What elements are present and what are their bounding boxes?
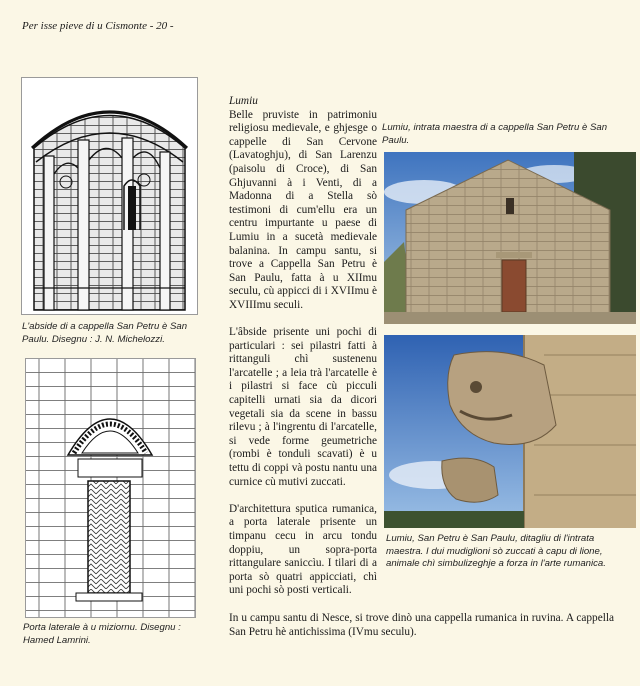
paragraph-2: L'âbside prisente uni pochi di particulari : sei pilastri fatti à rittanguli chì sustenenu l'arcatelle ; a leia trà l'arcatelle è i pilastri si face cù picculi capitelli urnati sia da dicori vegetali sia da scene in bassu rilevu ; à l'ingrentu di l'arcatelle, si vede forme geumetriche (rombi è tonduli scavati) è u tettu di coppi và postu nantu una curnice cù mutivi zuccati. [229,326,377,488]
facade-photo [384,152,636,324]
paragraph-4: In u campu santu di Nesce, si trove dinò una cappella rumanica in ruvina. A cappella San Petru hè antichissima (IVmu seculu). [229,612,614,638]
apse-caption: L'abside di a cappella San Petru è San Paulu. Disegnu : J. N. Michelozzi. [22,321,188,345]
paragraph-3: D'architettura sputica rumanica, a porta laterale prisente un timpanu cecu in arcu tondu doppiu, un sopra-porta rittangulare saniccìu. I tilari di a porta sò quatri appicciati, chì uni pochi sò posti verticali. [229,502,377,597]
lion-photo [384,335,636,528]
door-caption: Porta laterale à u miziornu. Disegnu : Hamed Lamrini. [23,622,181,646]
article-title: Lumiu [229,95,258,107]
facade-caption: Lumiu, intrata maestra di a cappella San Petru è San Paulu. [382,122,608,146]
article-column-1 [229,95,377,612]
church-facade-icon [384,152,636,324]
article-closing [229,612,614,653]
apse-sketch-icon [22,78,197,314]
door-drawing [25,358,196,618]
running-header: Per isse pieve di u Cismonte - 20 - [22,20,174,32]
apse-drawing [21,77,198,315]
lion-corbel-icon [384,335,636,528]
lion-caption: Lumiu, San Petru è San Paulu, ditagliu di l'intrata maestra. I dui mudiglioni sò zuccati à capu di lione, animale chì simbulizeghje a forza in l'arte rumanica. [386,533,606,570]
paragraph-1: Belle pruviste in patrimoniu religiosu medievale, e ghjesge o cappelle di San Cervone (Lavatoghju), di San Larenzu (paisolu di Croce), di San Ghjuvanni à i Venti, di a Madonna di a Stella sò testimoni di cum'ellu era un centru impurtante u paese di Lumiu in a sucetà medievale balanina. In campu santu, si trove a Cappella San Petru è San Paulu, fatta à u XIImu seculu, cù appicci di i XVIImu è XVIIImu seculi. [229,108,377,311]
door-sketch-icon [26,359,195,617]
